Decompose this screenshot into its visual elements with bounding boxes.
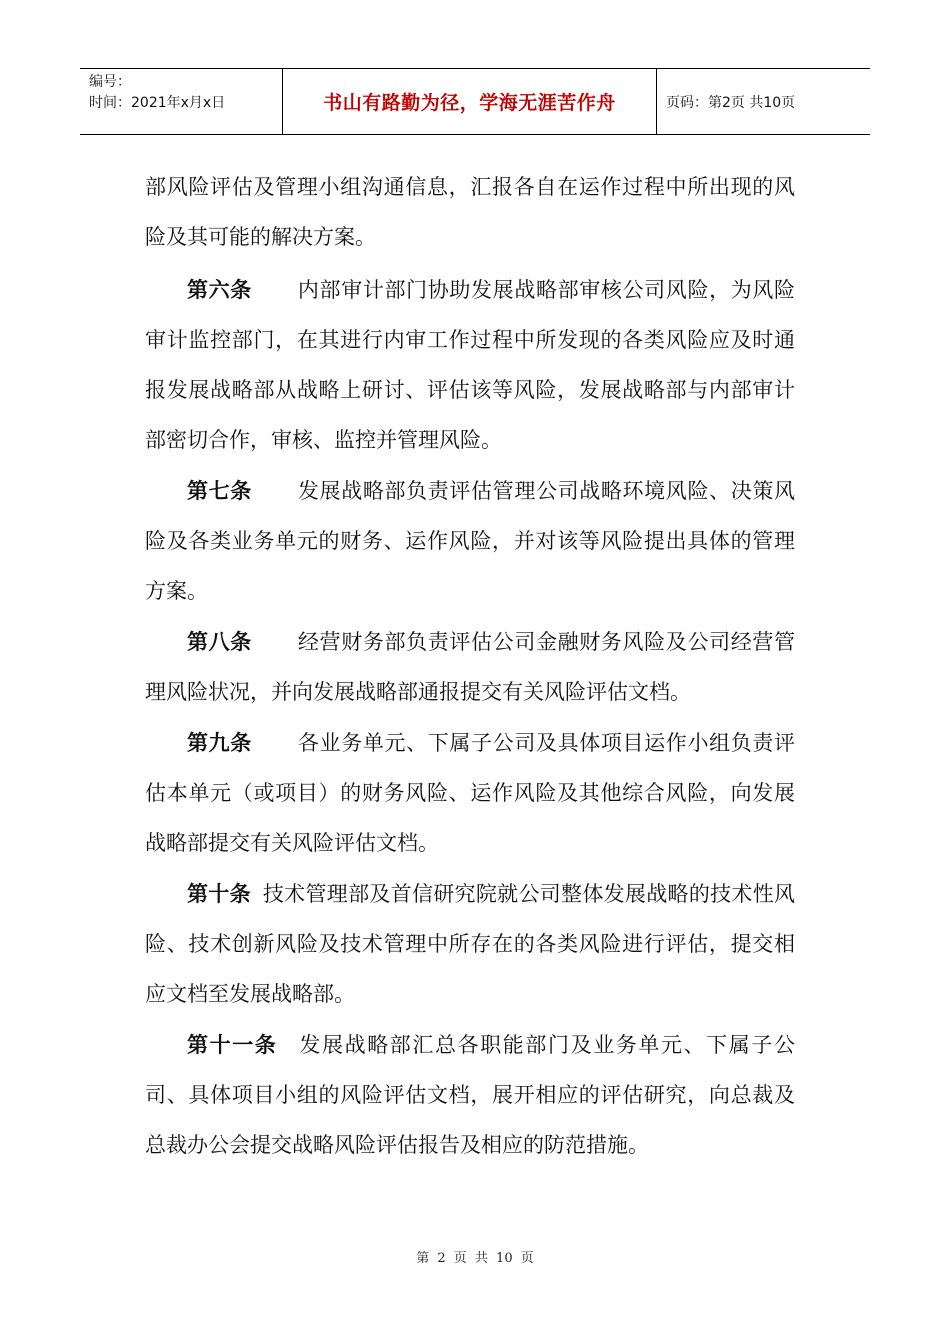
document-header (80, 68, 870, 135)
header-motto: 书山有路勤为径，学海无涯苦作舟 (323, 92, 616, 114)
article-text: 各业务单元、下属子公司及具体项目运作小组负责评估本单元（或项目）的财务风险、运作风险及其他综合风险，向发展战略部提交有关风险评估文档。 (145, 731, 795, 855)
article-text: 发展战略部汇总各职能部门及业务单元、下属子公司、具体项目小组的风险评估文档，展开相应的评估研究，向总裁及总裁办公会提交战略风险评估报告及相应的防范措施。 (145, 1033, 796, 1157)
footer-page-number: 第 2 页 共 10 页 (416, 1251, 534, 1266)
article-text: 发展战略部负责评估管理公司战略环境风险、决策风险及各类业务单元的财务、运作风险，并对该等风险提出具体的管理方案。 (145, 479, 795, 603)
paragraph-text: 部风险评估及管理小组沟通信息，汇报各自在运作过程中所出现的风险及其可能的解决方案。 (145, 175, 795, 249)
document-body (145, 162, 795, 1170)
article-title: 第六条 (187, 278, 252, 302)
article-10 (145, 869, 795, 1019)
article-7 (145, 466, 795, 616)
article-title: 第七条 (187, 479, 252, 503)
article-title: 第十条 (187, 882, 251, 906)
article-text: 内部审计部门协助发展战略部审核公司风险，为风险审计监控部门，在其进行内审工作过程中所发现的各类风险应及时通报发展战略部从战略上研讨、评估该等风险，发展战略部与内部审计部密切合作，审核、监控并管理风险。 (145, 278, 795, 452)
article-9 (145, 718, 795, 868)
article-8 (145, 617, 795, 717)
header-page-info: 页码：第2页 共10页 (666, 94, 796, 111)
article-6 (145, 265, 795, 465)
article-title: 第九条 (187, 731, 252, 755)
document-date: 时间：2021年x月x日 (89, 95, 226, 111)
header-meta-cell (80, 69, 283, 134)
paragraph-continued (145, 162, 795, 262)
header-motto-cell (283, 69, 657, 134)
document-number-label: 编号： (89, 74, 131, 90)
article-title: 第八条 (187, 630, 252, 654)
article-text: 技术管理部及首信研究院就公司整体发展战略的技术性风险、技术创新风险及技术管理中所存在的各类风险进行评估，提交相应文档至发展战略部。 (145, 882, 795, 1006)
article-title: 第十一条 (187, 1033, 278, 1057)
article-11 (145, 1020, 795, 1170)
page-footer (0, 1247, 950, 1266)
header-page-cell (657, 69, 870, 134)
article-text: 经营财务部负责评估公司金融财务风险及公司经营管理风险状况，并向发展战略部通报提交有关风险评估文档。 (145, 630, 795, 704)
